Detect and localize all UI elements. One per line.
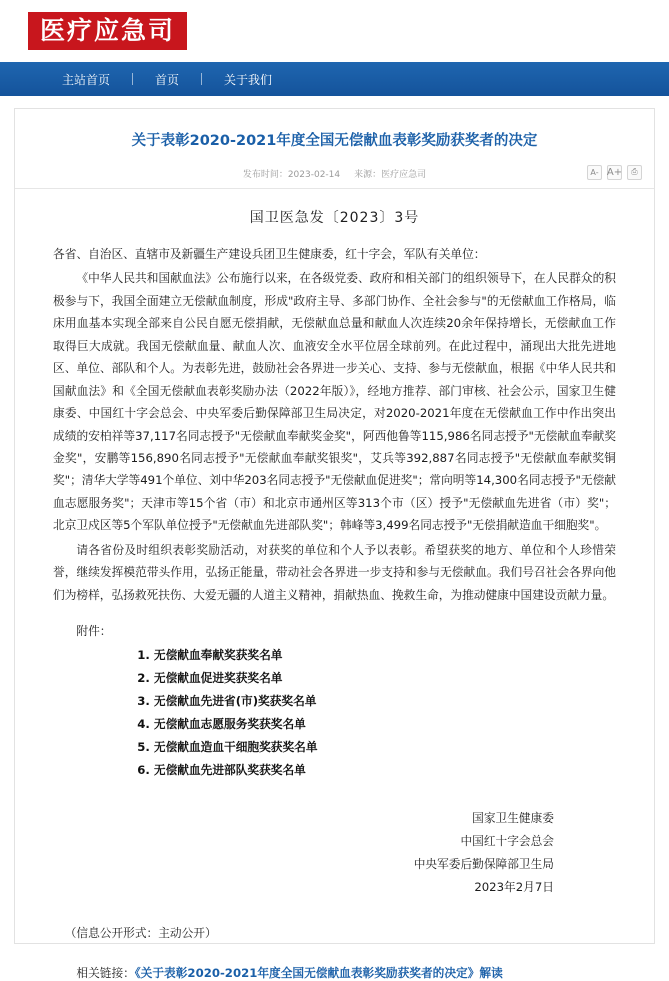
related-link[interactable]: 《关于表彰2020-2021年度全国无偿献血表彰奖励获奖者的决定》解读: [134, 965, 503, 980]
signature-line: 国家卫生健康委: [472, 811, 554, 826]
attachment-list: [53, 644, 616, 781]
list-item[interactable]: 4. 无偿献血志愿服务奖获奖名单: [137, 716, 306, 731]
signature-date: 2023年2月7日: [474, 879, 554, 894]
signature-block: [53, 807, 616, 898]
disclosure-note: （信息公开形式：主动公开）: [64, 925, 217, 940]
signature-line: 中国红十字会总会: [460, 834, 554, 849]
document-number: 国卫医急发〔2023〕3号: [249, 209, 420, 226]
meta-text-group: [243, 167, 426, 180]
main-navigation: [0, 62, 669, 96]
list-item[interactable]: 5. 无偿献血造血干细胞奖获奖名单: [137, 739, 318, 754]
nav-item-home[interactable]: 首页: [155, 72, 180, 87]
font-decrease-button[interactable]: A-: [587, 165, 602, 180]
list-item[interactable]: 3. 无偿献血先进省(市)奖获奖名单: [137, 694, 317, 709]
body-paragraph-2: 请各省份及时组织表彰奖励活动，对获奖的单位和个人予以表彰。希望获奖的地方、单位和个人珍惜荣誉，继续发挥模范带头作用，弘扬正能量，带动社会各界进一步支持和参与无偿献血。我们号召社会各界向他们为榜样，弘扬救死扶伤、大爱无疆的人道主义精神，捐献热血、挽救生命，为推动健康中国建设贡献力量。: [53, 542, 616, 602]
font-increase-button[interactable]: A+: [606, 166, 623, 178]
article-meta: [15, 167, 654, 189]
attachment-label: 附件：: [76, 624, 112, 639]
article-card: [14, 108, 655, 980]
article-body: [15, 207, 654, 981]
body-paragraph-1: 《中华人民共和国献血法》公布施行以来，在各级党委、政府和相关部门的组织领导下，在人民群众的积极参与下，我国全面建立无偿献血制度，形成"政府主导、多部门协作、全社会参与"的无偿献血工作格局，临床用血基本实现全部来自公民自愿无偿捐献，无偿献血总量和献血人次连续20余年保持增长，无偿献血工作取得巨大成就。我国无偿献血量、献血人次、血液安全水平位居全球前列。在此过程中，涌现出大批先进地区、单位、部队和个人。为表彰先进，鼓励社会各界进一步关心、支持、参与无偿献血，根据《中华人民共和国献血法》和《全国无偿献血表彰奖励办法（2022年版）》，经地方推荐、部门审核、社会公示，国家卫生健康委、中国红十字会总会、中央军委后勤保障部卫生局决定，对2020-2021年度在无偿献血工作中作出突出成绩的安柏祥等37,117名同志授予"无偿献血奉献奖金奖"，阿西他鲁等115,986名同志授予"无偿献血奉献奖金奖"，安鹏等156,890名同志授予"无偿献血奉献奖银奖"，艾兵等392,887名同志授予"无偿献血奉献奖铜奖"；清华大学等491个单位、刘中华203名同志授予"无偿献血促进奖"；常向明等14,300名同志授予"无偿献血志愿服务奖"；天津市等15个省（市）和北京市通州区等313个市（区）授予"无偿献血先进省（市）奖"；北京卫戍区等5个军队单位授予"无偿献血先进部队奖"；韩峰等3,499名同志授予"无偿捐献造血干细胞奖"。: [53, 271, 616, 533]
publish-date: 发布时间：2023-02-14: [242, 169, 341, 180]
print-icon[interactable]: ⎙: [627, 165, 642, 180]
nav-item-about-us[interactable]: 关于我们: [224, 72, 273, 87]
article-source: 来源：医疗应急司: [354, 169, 427, 180]
list-item[interactable]: 2. 无偿献血促进奖获奖名单: [137, 671, 283, 686]
list-item[interactable]: 6. 无偿献血先进部队奖获奖名单: [137, 762, 306, 777]
article-tools: [587, 165, 642, 180]
related-links: [53, 965, 616, 981]
page-title: 关于表彰2020-2021年度全国无偿献血表彰奖励获奖者的决定: [131, 133, 538, 149]
salutation-paragraph: 各省、自治区、直辖市及新疆生产建设兵团卫生健康委，红十字会，军队有关单位：: [53, 246, 486, 261]
related-links-label: 相关链接：: [76, 965, 135, 980]
list-item[interactable]: 1. 无偿献血奉献奖获奖名单: [137, 648, 283, 663]
signature-line: 中央军委后勤保障部卫生局: [413, 856, 554, 871]
nav-item-main-site[interactable]: 主站首页: [62, 72, 111, 87]
site-header: [0, 0, 669, 62]
site-logo[interactable]: 医疗应急司: [28, 12, 187, 50]
